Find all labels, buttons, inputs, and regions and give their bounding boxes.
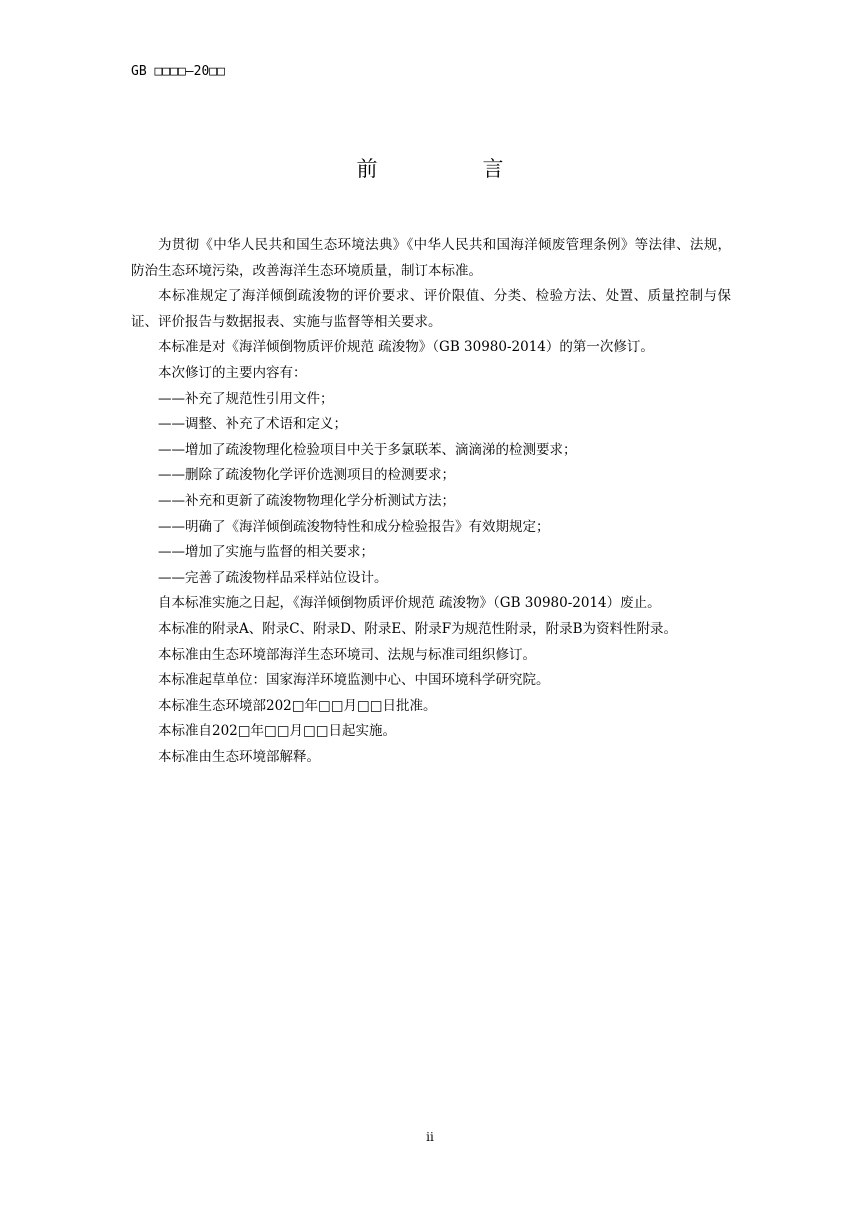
page-number: ii <box>426 1130 434 1144</box>
paragraph-appendices: 本标准的附录A、附录C、附录D、附录E、附录F为规范性附录，附录B为资料性附录。 <box>158 620 678 637</box>
revision-item: ——明确了《海洋倾倒疏浚物特性和成分检验报告》有效期规定； <box>158 518 550 535</box>
paragraph-organizer: 本标准由生态环境部海洋生态环境司、法规与标准司组织修订。 <box>158 646 536 663</box>
revision-item: ——补充了规范性引用文件； <box>158 390 334 407</box>
paragraph-effective: 本标准自202□年□□月□□日起实施。 <box>158 723 397 740</box>
revision-item: ——完善了疏浚物样品采样站位设计。 <box>158 569 388 586</box>
page-title: 前 言 <box>356 157 546 181</box>
revision-item: ——删除了疏浚物化学评价选测项目的检测要求； <box>158 467 455 484</box>
paragraph-drafters: 本标准起草单位：国家海洋环境监测中心、中国环境科学研究院。 <box>158 672 550 689</box>
paragraph-supersedes: 自本标准实施之日起，《海洋倾倒物质评价规范 疏浚物》（GB 30980-2014）废止。 <box>158 595 661 612</box>
paragraph-purpose: 为贯彻《中华人民共和国生态环境法典》《中华人民共和国海洋倾废管理条例》等法律、法规，防治生态环境污染，改善海洋生态环境质量，制订本标准。 <box>131 237 731 279</box>
paragraph-approval: 本标准生态环境部202□年□□月□□日批准。 <box>158 697 437 714</box>
revision-item: ——增加了实施与监督的相关要求； <box>158 544 374 561</box>
paragraph-revision-intro: 本次修订的主要内容有： <box>158 364 307 381</box>
revision-item: ——调整、补充了术语和定义； <box>158 416 347 433</box>
paragraph-revision: 本标准是对《海洋倾倒物质评价规范 疏浚物》（GB 30980-2014）的第一次修订。 <box>158 339 654 356</box>
paragraph-scope: 本标准规定了海洋倾倒疏浚物的评价要求、评价限值、分类、检验方法、处置、质量控制与保证、评价报告与数据报表、实施与监督等相关要求。 <box>131 288 731 330</box>
paragraph-interpretation: 本标准由生态环境部解释。 <box>158 748 320 765</box>
revision-item: ——补充和更新了疏浚物物理化学分析测试方法； <box>158 492 455 509</box>
foreword-body <box>131 233 731 770</box>
standard-code: GB □□□□—20□□ <box>131 64 225 79</box>
revision-item: ——增加了疏浚物理化检验项目中关于多氯联苯、滴滴涕的检测要求； <box>158 441 577 458</box>
